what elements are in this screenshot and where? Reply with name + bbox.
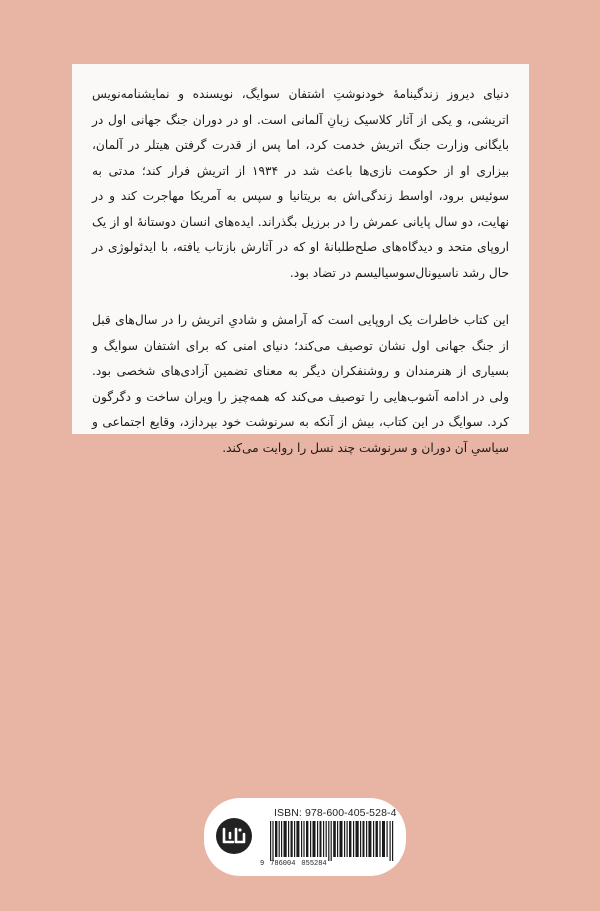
description-paragraph-1: دنیای دیروز زندگینامهٔ خودنوشتِ اشتفان سوایگ، نویسنده و نمایشنامه‌نویس اتریشی، و یکی از آثار کلاسیک زبانِ آلمانی است. او در دوران جنگ جهانی اول در بایگانی وزارت جنگ اتریش خدمت کرد، اما پس از قدرت گرفتن هیتلر در آلمان، بیزاری او از حکومت نازی‌ها باعث شد در ۱۹۳۴ از اتریش فرار کند؛ مدتی به سوئیس برود، اواسط زندگی‌اش به بریتانیا و سپس به آمریکا مهاجرت کند و در نهایت، دو سال پایانی عمرش را در برزیل بگذراند. ایده‌های انسان دوستانهٔ او از یک اروپای متحد و دیدگاه‌های صلح‌طلبانهٔ او که در آثارش بازتاب یافته، با ایدئولوژی در حال رشد ناسیونال‌سوسیالیسم در تضاد بود. [92,87,509,280]
isbn-label: ISBN: 978-600-405-528-4 [274,807,397,819]
description-paragraph-2: این کتاب خاطرات یک اروپایی است که آرامش و شادیِ اتریش را در سال‌های قبل از جنگ جهانی اول نشان توصیف می‌کند؛ دنیای امنی که برای اشتفان سوایگ و بسیاری از هنرمندان و روشنفکران دیگر به معنای تضمین آزادی‌های شخصی بود. ولی در ادامه آشوب‌هایی را توصیف می‌کند که همه‌چیز را ویران ساخت و دگرگون کرد. سوایگ در این کتاب، بیش از آنکه به سرنوشت خود بپردازد، وقایع اجتماعی و سیاسیِ آن دوران و سرنوشت چند نسل را روایت می‌کند. [92,313,509,455]
barcode-area [204,798,406,876]
barcode-number [260,860,400,868]
barcode-digit-group: 055284 [301,860,327,868]
description-panel [72,64,529,455]
barcode-icon [270,821,395,861]
barcode-digit-group: 9 [260,860,265,868]
publisher-logo-icon [216,818,252,854]
barcode-digit-group: 786004 [270,860,296,868]
